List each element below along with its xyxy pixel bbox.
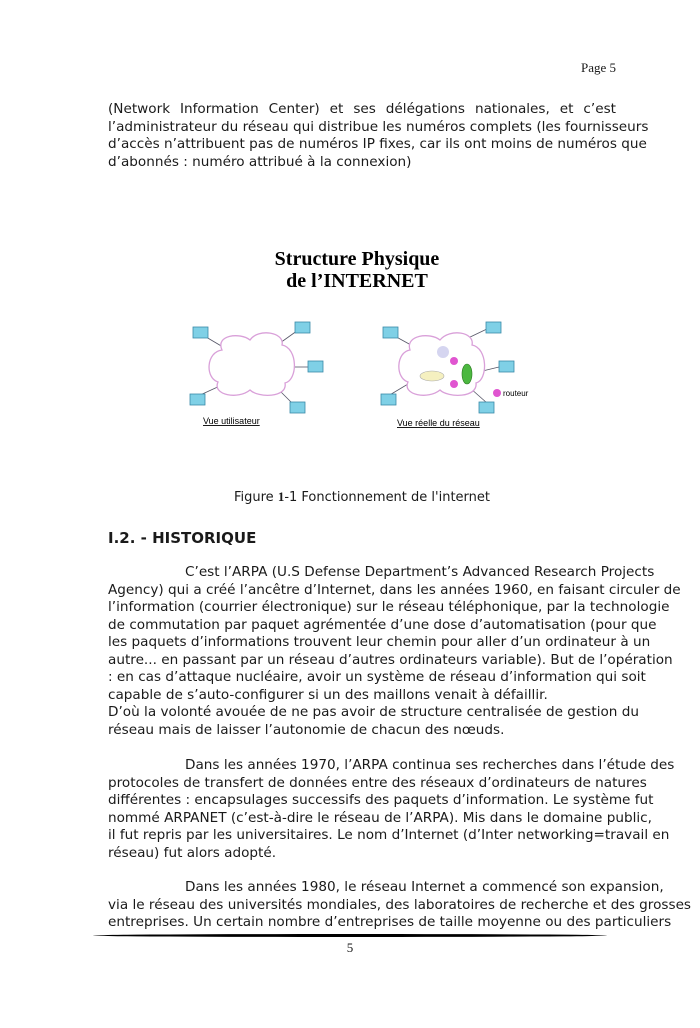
text-line: il fut repris par les universitaires. Le nom d’Internet (d’Inter networking=travail en <box>108 827 670 843</box>
text-line: d’accès n’attribuent pas de numéros IP fixes, car ils ont moins de numéros que <box>108 136 647 152</box>
text-line: Dans les années 1970, l’ARPA continua ses recherches dans l’étude des <box>185 757 675 773</box>
text-line: de commutation par paquet agrémentée d’une dose d’automatisation (pour que <box>108 616 657 633</box>
text-line: D’où la volonté avouée de ne pas avoir de structure centralisée de gestion du <box>108 704 639 720</box>
paragraph-1980 <box>108 879 692 932</box>
text-line: différentes : encapsulages successifs des paquets d’information. Le système fut <box>108 792 654 808</box>
footer-rule <box>93 934 607 937</box>
node-icon <box>420 371 444 381</box>
caption-text: -1 Fonctionnement de l'internet <box>284 490 490 505</box>
user-view-label: Vue utilisateur <box>203 416 260 426</box>
text-line: Dans les années 1980, le réseau Internet a commencé son expansion, <box>185 879 664 895</box>
text-line: l’administrateur du réseau qui distribue les numéros complets (les fournisseurs <box>108 118 649 135</box>
figure-title-line1: Structure Physique <box>274 248 440 270</box>
internet-structure-figure <box>0 0 700 480</box>
text-line: (Network Information Center) et ses délégations nationales, et c’est <box>108 101 616 117</box>
node-icon <box>437 346 449 358</box>
node-icon <box>462 364 472 384</box>
caption-prefix: Figure <box>233 490 278 505</box>
router-legend-label: routeur <box>503 389 529 398</box>
cloud-icon <box>399 333 485 396</box>
text-line: : en cas d’attaque nucléaire, avoir un système de réseau d’information qui soit <box>108 669 646 685</box>
cloud-icon <box>209 333 294 396</box>
text-line: protocoles de transfert de données entre des réseaux d’ordinateurs de natures <box>108 774 647 791</box>
text-line: autre... en passant par un réseau d’autres ordinateurs variable). But de l’opération <box>108 651 673 668</box>
router-icon <box>450 357 458 365</box>
text-line: capable de s’auto-configurer si un des maillons venait à défaillir. <box>108 686 548 703</box>
text-line: Agency) qui a créé l’ancêtre d’Internet, dans les années 1960, en faisant circuler de <box>108 581 681 598</box>
section-heading: I.2. - HISTORIQUE <box>108 529 257 547</box>
real-network-diagram <box>381 322 529 428</box>
text-line: l’information (courrier électronique) sur le réseau téléphonique, par la technologie <box>108 599 670 615</box>
user-view-diagram <box>190 322 323 426</box>
router-icon <box>450 380 458 388</box>
text-line: via le réseau des universités mondiales, des laboratoires de recherche et des grosses <box>108 896 692 913</box>
text-line: C’est l’ARPA (U.S Defense Department’s Advanced Research Projects <box>185 564 655 580</box>
figure-title-line2: de l’INTERNET <box>286 270 428 292</box>
page-number: 5 <box>346 940 354 955</box>
caption-number: 1 <box>277 489 285 504</box>
text-line: d’abonnés : numéro attribué à la connexion) <box>108 153 412 170</box>
paragraph-arpa <box>108 564 681 739</box>
real-view-label: Vue réelle du réseau <box>397 418 480 428</box>
text-line: réseau) fut alors adopté. <box>108 844 277 861</box>
figure-caption <box>0 489 700 505</box>
paragraph-1970 <box>108 757 675 862</box>
page-header-label: Page 5 <box>580 60 616 75</box>
text-line: entreprises. Un certain nombre d’entreprises de taille moyenne ou des particuliers <box>108 914 672 930</box>
text-line: réseau mais de laisser l’autonomie de chacun des nœuds. <box>108 721 505 738</box>
text-line: nommé ARPANET (c’est-à-dire le réseau de l’ARPA). Mis dans le domaine public, <box>108 809 652 826</box>
text-line: les paquets d’informations trouvent leur chemin pour aller d’un ordinateur à un <box>108 634 651 650</box>
router-legend-icon <box>493 389 501 397</box>
